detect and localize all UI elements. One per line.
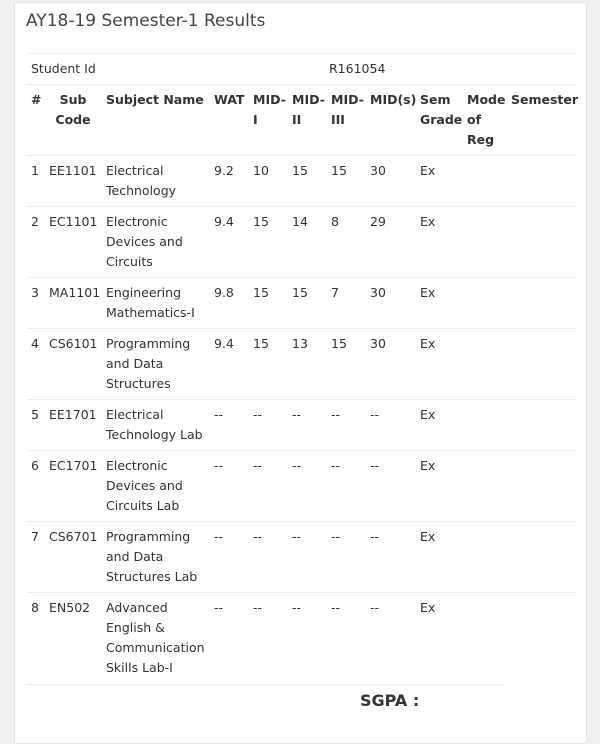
row-mids: -- (370, 407, 380, 422)
row-sub-code: MA1101 (49, 285, 101, 300)
row-mid1: 15 (253, 336, 269, 351)
row-mids: -- (370, 600, 380, 615)
row-sem-grade: Ex (420, 529, 436, 544)
row-subject-name: Electronic Devices and Circuits Lab (106, 458, 183, 513)
divider (27, 277, 576, 278)
row-num: 5 (31, 407, 39, 422)
row-sem-grade: Ex (420, 214, 436, 229)
row-mid3: 8 (331, 214, 339, 229)
row-num: 8 (31, 600, 39, 615)
row-mid3: -- (331, 458, 341, 473)
divider (27, 684, 505, 685)
divider (27, 206, 576, 207)
row-mid3: -- (331, 600, 341, 615)
row-subject-name: Electrical Technology (106, 163, 177, 198)
divider (27, 328, 576, 329)
col-num-header: # (31, 92, 42, 107)
sgpa-label: SGPA : (360, 691, 420, 710)
row-sem-grade: Ex (420, 600, 436, 615)
card-title: AY18-19 Semester-1 Results (26, 11, 266, 31)
col-sem-grade-header: Sem Grade (420, 92, 463, 127)
row-sub-code: CS6101 (49, 336, 98, 351)
row-mid3: 7 (331, 285, 339, 300)
student-id-label: Student Id (31, 61, 96, 76)
row-subject-name: Engineering Mathematics-I (106, 285, 195, 320)
row-subject-name: Electrical Technology Lab (106, 407, 203, 442)
row-mid3: -- (331, 529, 341, 544)
row-mid1: -- (253, 600, 263, 615)
row-num: 6 (31, 458, 39, 473)
divider (27, 592, 576, 593)
row-mids: 30 (370, 285, 386, 300)
row-mid2: 14 (292, 214, 308, 229)
divider (27, 53, 576, 54)
row-subject-name: Programming and Data Structures (106, 336, 191, 391)
results-card (14, 2, 587, 744)
row-wat: -- (214, 458, 224, 473)
row-mid2: 15 (292, 163, 308, 178)
row-mids: -- (370, 458, 380, 473)
col-wat-header: WAT (214, 92, 245, 107)
row-mid3: 15 (331, 163, 347, 178)
divider (27, 399, 576, 400)
col-subject-name-header: Subject Name (106, 92, 204, 107)
row-sub-code: EE1701 (49, 407, 97, 422)
col-mids-header: MID(s) (370, 92, 417, 107)
row-subject-name: Advanced English & Communication Skills Lab-I (106, 600, 205, 675)
col-mid3-header: MID- III (331, 92, 364, 127)
row-subject-name: Programming and Data Structures Lab (106, 529, 198, 584)
row-sub-code: EE1101 (49, 163, 97, 178)
row-mid1: -- (253, 407, 263, 422)
col-mid2-header: MID- II (292, 92, 325, 127)
row-sub-code: CS6701 (49, 529, 98, 544)
row-sem-grade: Ex (420, 407, 436, 422)
row-wat: -- (214, 407, 224, 422)
col-sub-code-header: Sub Code (55, 92, 91, 127)
row-mid3: 15 (331, 336, 347, 351)
row-mid1: 15 (253, 214, 269, 229)
row-sem-grade: Ex (420, 458, 436, 473)
row-mids: 29 (370, 214, 386, 229)
row-wat: 9.4 (214, 214, 234, 229)
row-mid1: -- (253, 529, 263, 544)
divider (27, 450, 576, 451)
row-wat: -- (214, 600, 224, 615)
row-wat: -- (214, 529, 224, 544)
row-num: 7 (31, 529, 39, 544)
row-mids: 30 (370, 336, 386, 351)
row-sub-code: EC1701 (49, 458, 98, 473)
row-mid2: 15 (292, 285, 308, 300)
row-wat: 9.4 (214, 336, 234, 351)
row-num: 2 (31, 214, 39, 229)
divider (27, 155, 576, 156)
divider (27, 521, 576, 522)
row-sub-code: EN502 (49, 600, 91, 615)
row-sem-grade: Ex (420, 336, 436, 351)
row-wat: 9.2 (214, 163, 234, 178)
row-mids: -- (370, 529, 380, 544)
row-mids: 30 (370, 163, 386, 178)
row-wat: 9.8 (214, 285, 234, 300)
row-mid2: -- (292, 458, 302, 473)
row-subject-name: Electronic Devices and Circuits (106, 214, 183, 269)
divider (27, 84, 576, 85)
row-num: 4 (31, 336, 39, 351)
student-id-value: R161054 (329, 61, 386, 76)
row-mid2: 13 (292, 336, 308, 351)
col-semester-header: Semester (511, 92, 579, 107)
row-mid1: 10 (253, 163, 269, 178)
col-mode-of-reg-header: Mode of Reg (467, 92, 506, 147)
row-sem-grade: Ex (420, 163, 436, 178)
row-num: 1 (31, 163, 39, 178)
row-mid1: -- (253, 458, 263, 473)
row-mid3: -- (331, 407, 341, 422)
row-mid2: -- (292, 529, 302, 544)
row-mid2: -- (292, 407, 302, 422)
col-mid1-header: MID- I (253, 92, 286, 127)
row-mid2: -- (292, 600, 302, 615)
row-sub-code: EC1101 (49, 214, 98, 229)
row-num: 3 (31, 285, 39, 300)
row-mid1: 15 (253, 285, 269, 300)
row-sem-grade: Ex (420, 285, 436, 300)
